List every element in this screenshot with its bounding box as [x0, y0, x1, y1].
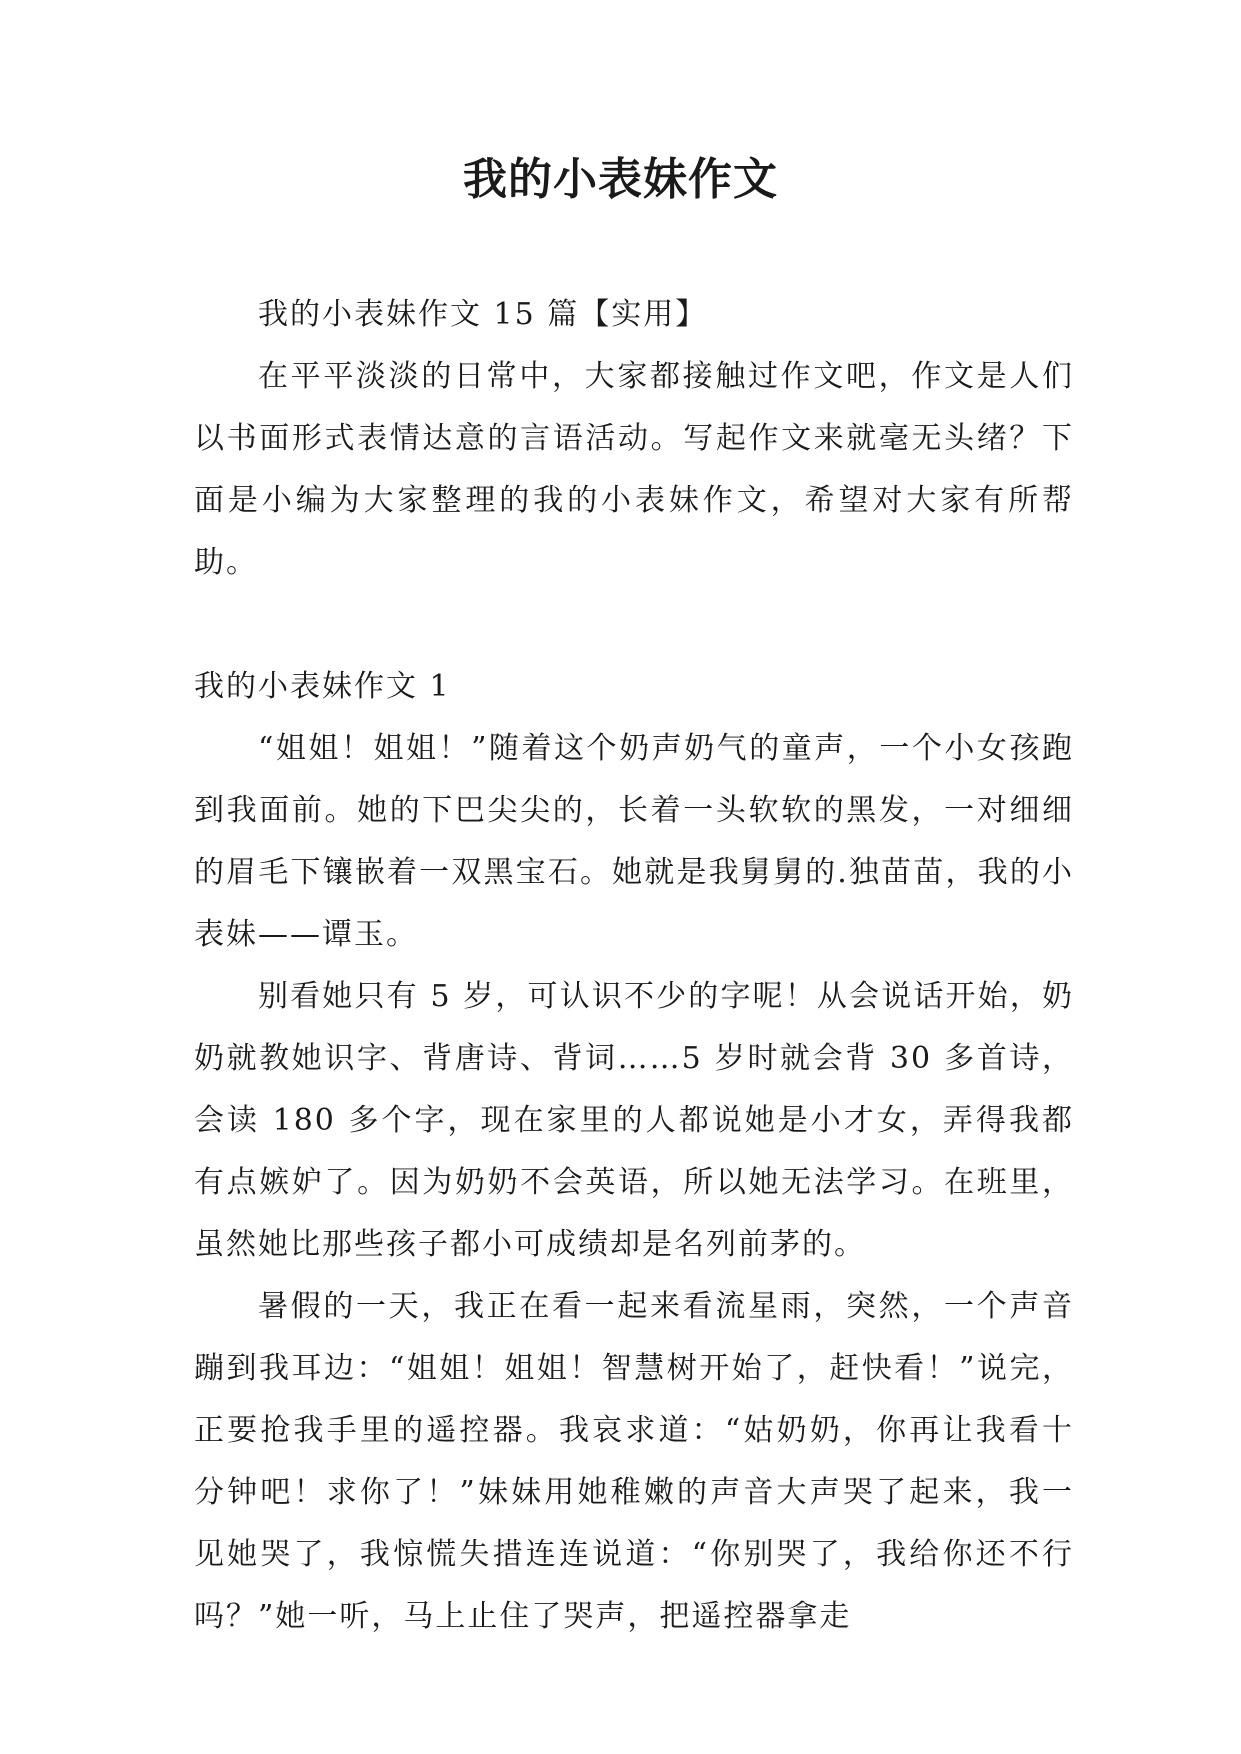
- section-heading: 我的小表妹作文 1: [194, 669, 451, 704]
- body-paragraph: 别看她只有 5 岁，可认识不少的字呢！从会说话开始，奶奶就教她识字、背唐诗、背词……5 岁时就会背 30 多首诗，会读 180 多个字，现在家里的人都说她是小才女，弄得我都有点嫉妒了。因为奶奶不会英语，所以她无法学习。在班里，虽然她比那些孩子都小可成绩却是名列前茅的。: [194, 979, 1074, 1262]
- document-body: [194, 284, 1074, 1648]
- paragraph-spacer: [194, 594, 1074, 656]
- document-title: 我的小表妹作文: [463, 154, 778, 205]
- intro-paragraph: 在平平淡淡的日常中，大家都接触过作文吧，作文是人们以书面形式表情达意的言语活动。写起作文来就毫无头绪？下面是小编为大家整理的我的小表妹作文，希望对大家有所帮助。: [194, 359, 1074, 580]
- body-paragraph: 暑假的一天，我正在看一起来看流星雨，突然，一个声音蹦到我耳边：“姐姐！姐姐！智慧树开始了，赶快看！”说完，正要抢我手里的遥控器。我哀求道：“姑奶奶，你再让我看十分钟吧！求你了！”妹妹用她稚嫩的声音大声哭了起来，我一见她哭了，我惊慌失措连连说道：“你别哭了，我给你还不行吗？”她一听，马上止住了哭声，把遥控器拿走: [194, 1289, 1074, 1634]
- subtitle-paragraph: 我的小表妹作文 15 篇【实用】: [258, 297, 708, 332]
- body-paragraph: “姐姐！姐姐！”随着这个奶声奶气的童声，一个小女孩跑到我面前。她的下巴尖尖的，长着一头软软的黑发，一对细细的眉毛下镶嵌着一双黑宝石。她就是我舅舅的.独苗苗，我的小表妹——谭玉。: [194, 731, 1074, 952]
